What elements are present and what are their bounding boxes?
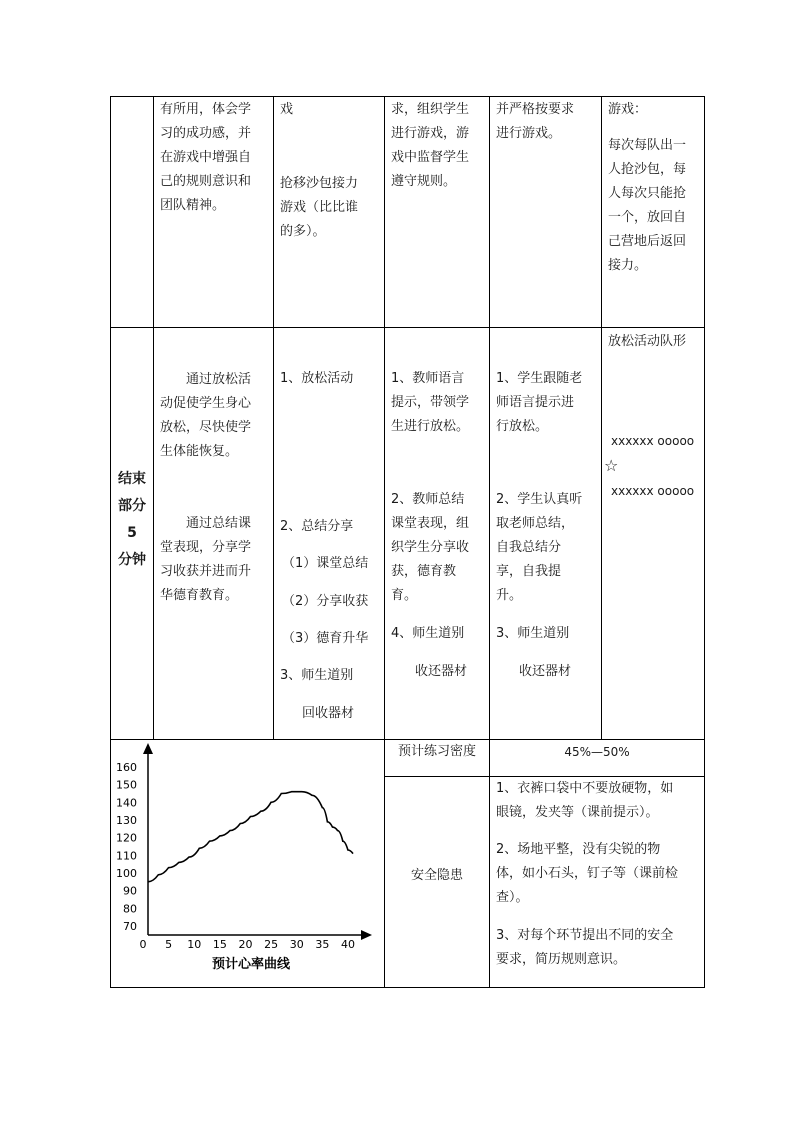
- density-label: 预计练习密度: [397, 744, 476, 759]
- safety-item-2: 2、场地平整，没有尖锐的物 体，如小石头，钉子等（课前检 查）。: [496, 842, 679, 905]
- y-tick-label: 110: [116, 849, 137, 863]
- ending-student-1: 1、学生跟随老 师语言提示进 行放松。: [496, 371, 583, 434]
- section-label-ending: 结束 部分 5 分钟: [118, 471, 146, 568]
- ending-student-3: 3、师生道别: [496, 626, 570, 641]
- y-axis-arrow-icon: [143, 743, 153, 754]
- chart-x-ticks: [140, 938, 356, 951]
- ending-content-3: 3、师生道别: [280, 668, 354, 683]
- heart-rate-chart: [111, 740, 383, 986]
- table-border-right: [704, 96, 705, 988]
- formation-star-icon: ☆: [604, 456, 619, 475]
- x-tick-label: 0: [139, 938, 147, 951]
- x-tick-label: 5: [165, 938, 173, 951]
- row-divider: [110, 327, 705, 328]
- heart-rate-line: [148, 792, 353, 882]
- x-tick-label: 35: [315, 938, 330, 951]
- row1-student-text: 并严格按要求 进行游戏。: [496, 102, 575, 141]
- formation-row-1: xxxxxx ooooo: [611, 434, 695, 448]
- x-tick-label: 25: [264, 938, 279, 951]
- row1-formation-title: 游戏：: [608, 102, 648, 117]
- column-divider: [489, 96, 490, 988]
- column-divider: [384, 96, 385, 988]
- x-tick-label: 10: [187, 938, 202, 951]
- ending-content-2: 2、总结分享: [280, 519, 354, 534]
- formation-row-2: xxxxxx ooooo: [611, 484, 695, 498]
- ending-teacher-4b: 收还器材: [415, 664, 468, 679]
- ending-goal-2: 通过总结课 堂表现，分享学 习收获并进而升 华德育教育。: [160, 516, 252, 603]
- table-border-top: [110, 96, 705, 97]
- table-border-bottom: [110, 987, 705, 988]
- safety-item-1: 1、衣裤口袋中不要放硬物，如 眼镜，发夹等（课前提示）。: [496, 781, 674, 820]
- y-tick-label: 120: [116, 831, 137, 845]
- column-divider: [273, 96, 274, 740]
- density-value: 45%—50%: [564, 745, 630, 759]
- x-tick-label: 30: [289, 938, 304, 951]
- row1-content-line: 戏: [280, 102, 294, 117]
- row1-goal-text: 有所用，体会学 习的成功感，并 在游戏中增强自 己的规则意识和 团队精神。: [160, 102, 252, 213]
- ending-goal-1: 通过放松活 动促使学生身心 放松，尽快使学 生体能恢复。: [160, 372, 252, 459]
- ending-student-2: 2、学生认真听 取老师总结， 自我总结分 享，自我提 升。: [496, 492, 583, 603]
- formation-title: 放松活动队形: [608, 334, 687, 349]
- ending-teacher-4: 4、师生道别: [391, 626, 465, 641]
- ending-content-3b: 回收器材: [302, 706, 355, 721]
- column-divider: [601, 96, 602, 740]
- ending-content-2a: （1）课堂总结: [282, 556, 369, 571]
- safety-label: 安全隐患: [410, 868, 463, 883]
- ending-content-1: 1、放松活动: [280, 371, 354, 386]
- safety-item-3: 3、对每个环节提出不同的安全 要求，简历规则意识。: [496, 928, 674, 967]
- y-tick-label: 160: [116, 761, 137, 774]
- chart-title: 预计心率曲线: [211, 957, 291, 972]
- y-tick-label: 150: [116, 778, 137, 792]
- y-tick-label: 100: [116, 867, 137, 880]
- ending-student-3b: 收还器材: [519, 664, 572, 679]
- x-tick-label: 15: [212, 938, 227, 951]
- x-tick-label: 40: [341, 938, 355, 951]
- y-tick-label: 80: [123, 902, 137, 916]
- y-tick-label: 70: [123, 920, 137, 933]
- row1-formation-body: 每次每队出一 人抢沙包，每 人每次只能抢 一个，放回自 己营地后返回 接力。: [608, 138, 687, 273]
- ending-content-2b: （2）分享收获: [282, 594, 369, 609]
- row1-teacher-text: 求，组织学生 进行游戏，游 戏中监督学生 遵守规则。: [391, 102, 470, 189]
- y-tick-label: 90: [123, 884, 137, 898]
- chart-axes: [143, 743, 372, 940]
- y-tick-label: 130: [116, 814, 137, 827]
- chart-y-ticks: [116, 761, 137, 933]
- y-tick-label: 140: [116, 796, 137, 810]
- x-tick-label: 20: [238, 938, 253, 951]
- column-divider: [153, 96, 154, 740]
- row1-game-name: 抢移沙包接力 游戏（比比谁 的多）。: [280, 176, 359, 239]
- x-axis-arrow-icon: [361, 930, 372, 940]
- ending-teacher-2: 2、教师总结 课堂表现，组 织学生分享收 获，德育教 育。: [391, 492, 470, 603]
- ending-teacher-1: 1、教师语言 提示，带领学 生进行放松。: [391, 371, 470, 434]
- ending-content-2c: （3）德育升华: [282, 631, 369, 646]
